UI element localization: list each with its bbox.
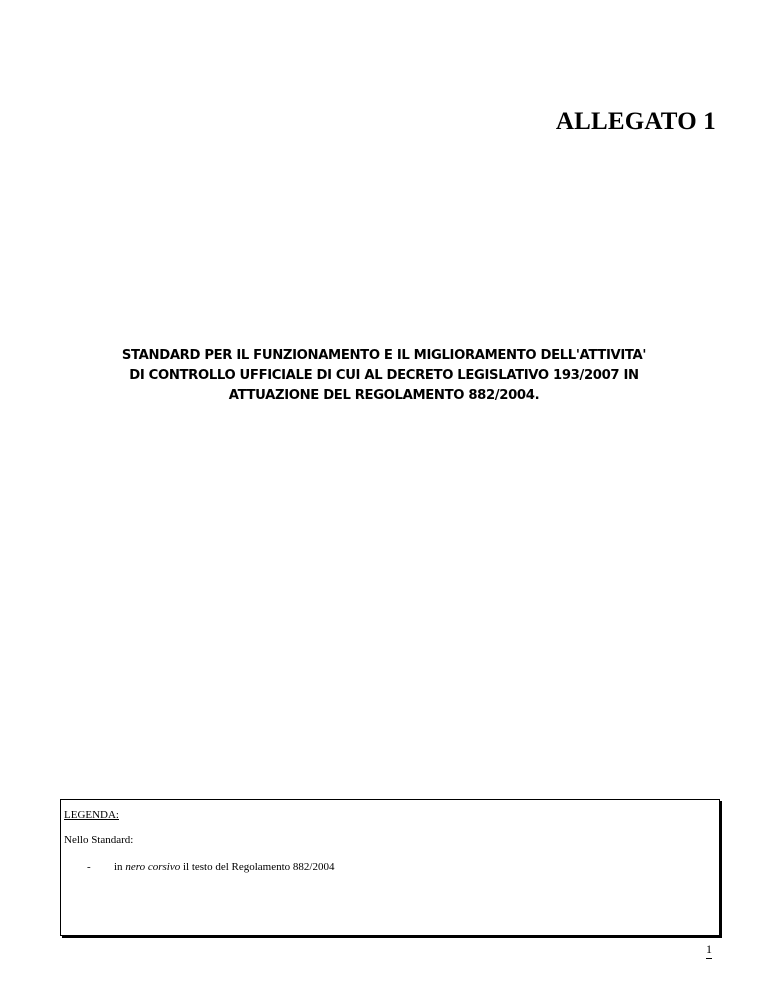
legend-item-emphasis: nero corsivo <box>125 861 181 873</box>
legend-item <box>87 861 335 873</box>
annex-title: ALLEGATO 1 <box>555 108 716 135</box>
document-title <box>60 346 708 406</box>
document-title-line: STANDARD PER IL FUNZIONAMENTO E IL MIGLIORAMENTO DELL'ATTIVITA' <box>121 348 647 363</box>
legend-box <box>60 799 720 936</box>
legend-intro: Nello Standard: <box>64 834 134 846</box>
document-title-line: ATTUAZIONE DEL REGOLAMENTO 882/2004. <box>228 388 540 403</box>
legend-heading: LEGENDA: <box>64 809 119 821</box>
page-number: 1 <box>706 942 712 959</box>
legend-item-bullet: - <box>87 861 91 873</box>
legend-item-prefix: in <box>114 861 123 873</box>
document-title-line: DI CONTROLLO UFFICIALE DI CUI AL DECRETO LEGISLATIVO 193/2007 IN <box>129 368 639 383</box>
legend-item-suffix: il testo del Regolamento 882/2004 <box>182 861 335 873</box>
